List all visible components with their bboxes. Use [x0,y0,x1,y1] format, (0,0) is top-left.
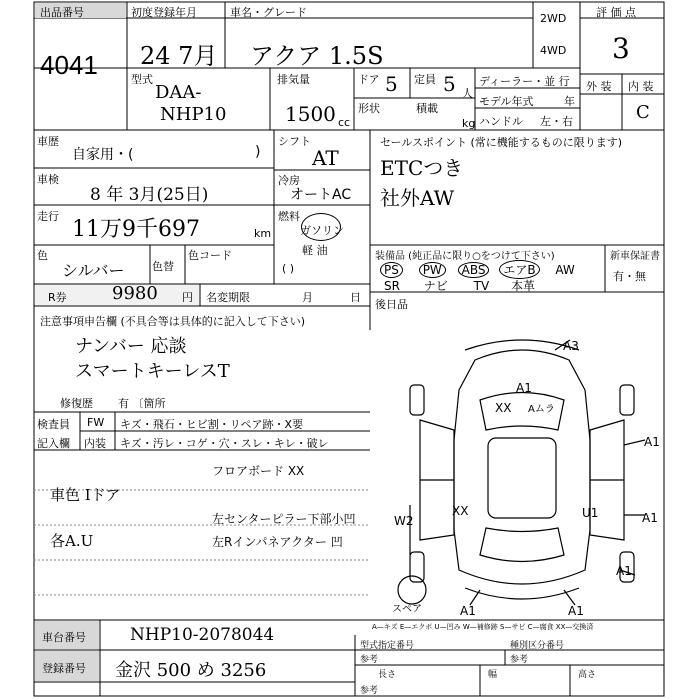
back-seat-label: 後日品 [375,298,408,311]
notes-title: 注意事項申告欄 (不具合等は具体的に記入して下さい) [40,315,306,328]
fuel-diesel: 軽 油 [302,244,328,257]
category-label: 種別区分番号 [510,641,565,651]
day-unit: 日 [350,291,361,304]
score-label: 評 価 点 [596,6,636,19]
usage-label: 車歴 [37,135,59,148]
model-value-2: NHP10 [160,104,227,125]
mark-a1-right-lower: A1 [616,564,632,578]
equip-pw: PW [419,262,446,278]
equipment-row2 [384,277,535,294]
handle-value: 左・右 [540,115,573,128]
interior-value: C [636,102,650,123]
inspector-fw: FW [87,416,105,429]
drive-4wd: 4WD [540,44,567,57]
reference-label-3: 参考 [360,686,379,696]
displacement-unit: cc [338,116,351,129]
interior-label: 内 装 [628,80,654,93]
comment-2: 車色 Iドア [50,486,121,504]
car-damage-diagram [380,330,664,620]
handle-label: ハンドル [479,115,523,128]
capacity-unit: 人 [462,87,473,100]
equip-leather: 本革 [511,279,536,293]
doors-label: ドア [358,73,380,86]
length-label: 長さ [378,670,397,680]
color-change-label: 色替 [152,260,174,273]
mileage-unit: km [254,227,272,240]
model-label: 型式 [131,73,153,86]
equip-navi: ナビ [423,279,448,293]
equip-tv: TV [473,279,490,293]
r-unit: 円 [182,291,193,304]
sales-points-title: セールスポイント (常に機能するものに限ります) [380,136,623,149]
displacement-label: 排気量 [277,73,310,86]
notes-line1: ナンバー 応談 [75,336,187,357]
mark-u1: U1 [582,506,599,520]
equip-sr: SR [384,279,400,293]
exterior-label: 外 装 [586,80,612,93]
equip-airbag: エアB [499,260,539,279]
shift-value: AT [312,146,339,170]
mark-a3: A3 [563,339,579,353]
r-label: R券 [48,291,67,304]
doors-value: 5 [385,72,398,96]
car-grade-label: 車名・グレード [230,6,307,19]
reference-label-2: 参考 [510,655,529,665]
repair-value: 有 〔箇所 [118,397,166,410]
fuel-paren: ( ) [282,262,295,275]
damage-legend: A—キズ E—エクボ U—凹み W—補修跡 S—サビ C—腐食 XX—交換済 [372,623,594,631]
color-value: シルバー [62,261,125,280]
drive-2wd: 2WD [540,12,567,25]
mark-w2: W2 [394,514,414,528]
designation-label: 型式指定番号 [360,641,415,651]
equip-aw: AW [555,263,575,277]
lot-number: 4041 [40,50,98,80]
first-reg-value: 24 7月 [140,42,218,70]
mark-a1-rear-left: A1 [460,604,476,618]
inspector-row2: キズ・汚レ・コゲ・穴・スレ・キレ・破レ [120,437,329,450]
fuel-selected-circle [301,213,341,241]
name-change-label: 名変期限 [206,291,250,304]
inspector-interior: 内装 [84,437,106,450]
score-value: 3 [612,32,630,65]
mark-xx-front: XX [495,401,512,415]
inspector-label2: 記入欄 [37,437,70,450]
warranty-value: 有・無 [613,270,646,283]
comment-1: フロアボード XX [212,464,305,478]
repair-label: 修復歴 [60,397,93,410]
capacity-value: 5 [443,72,456,96]
mileage-label: 走行 [37,210,59,223]
inspection-value: 8 年 3月(25日) [90,185,209,205]
width-label: 幅 [488,670,498,680]
capacity-label: 定員 [414,73,436,86]
month-unit: 月 [302,291,313,304]
model-year-unit: 年 [564,95,575,108]
sales-points-box [370,130,664,245]
reg-value: 金沢 500 め 3256 [115,660,267,681]
usage-value: 自家用・( [72,147,134,163]
displacement-value: 1500 [285,102,336,126]
car-grade-value: アクア 1.5S [250,42,384,70]
chassis-value: NHP10-2078044 [130,625,275,645]
height-label: 高さ [578,670,597,680]
mileage-value: 11万9千697 [72,217,200,242]
equip-ps: PS [380,262,403,278]
r-value: 9980 [112,283,158,304]
color-code-label: 色コード [188,249,232,262]
inspector-row1: キズ・飛石・ヒビ割・リペア跡・X要 [120,418,304,431]
lot-label: 出品番号 [40,6,84,19]
reference-label: 参考 [360,655,379,665]
equipment-title: 装備品 (純正品に限り○をつけて下さい) [375,251,555,262]
load-label: 積載 [416,102,438,115]
ac-value: オートAC [290,187,352,203]
equip-abs: ABS [458,262,490,278]
dealer-label: ディーラー・並 行 [479,75,570,88]
mark-a1-front: A1 [516,381,532,395]
inspection-label: 車検 [37,173,59,186]
mark-a1-rear-right: A1 [568,604,584,618]
comment-3: 左センターピラー下部小凹 [212,512,356,526]
mark-a1-right: A1 [642,511,658,525]
inspector-label1: 検査員 [37,418,70,431]
mark-xx-left: XX [452,504,469,518]
fuel-gasoline: ガソリン [300,224,344,237]
mark-a-mura: Aムラ [528,404,555,415]
mark-spare: スペア [392,604,422,615]
comment-5: 左Rインパネアクター 凹 [212,535,343,549]
reg-label: 登録番号 [42,662,86,675]
warranty-label: 新車保証書 [610,251,660,262]
comment-4: 各A.U [50,532,94,550]
sales-points-line1: ETCつき [380,156,464,180]
shift-label: シフト [278,135,311,148]
chassis-label: 車台番号 [42,631,86,644]
sales-points-line2: 社外AW [380,186,455,210]
first-reg-label: 初度登録年月 [131,6,197,19]
load-unit: kg [462,117,476,130]
mark-a1-right-upper: A1 [644,435,660,449]
notes-line2: スマートキーレスT [75,361,230,382]
model-year-label: モデル年式 [479,95,534,108]
model-value-1: DAA- [155,82,202,103]
usage-close: ) [255,144,261,160]
fuel-label: 燃料 [278,210,300,223]
ac-label: 冷房 [278,174,300,187]
shape-label: 形状 [358,102,380,115]
color-label: 色 [37,249,48,262]
